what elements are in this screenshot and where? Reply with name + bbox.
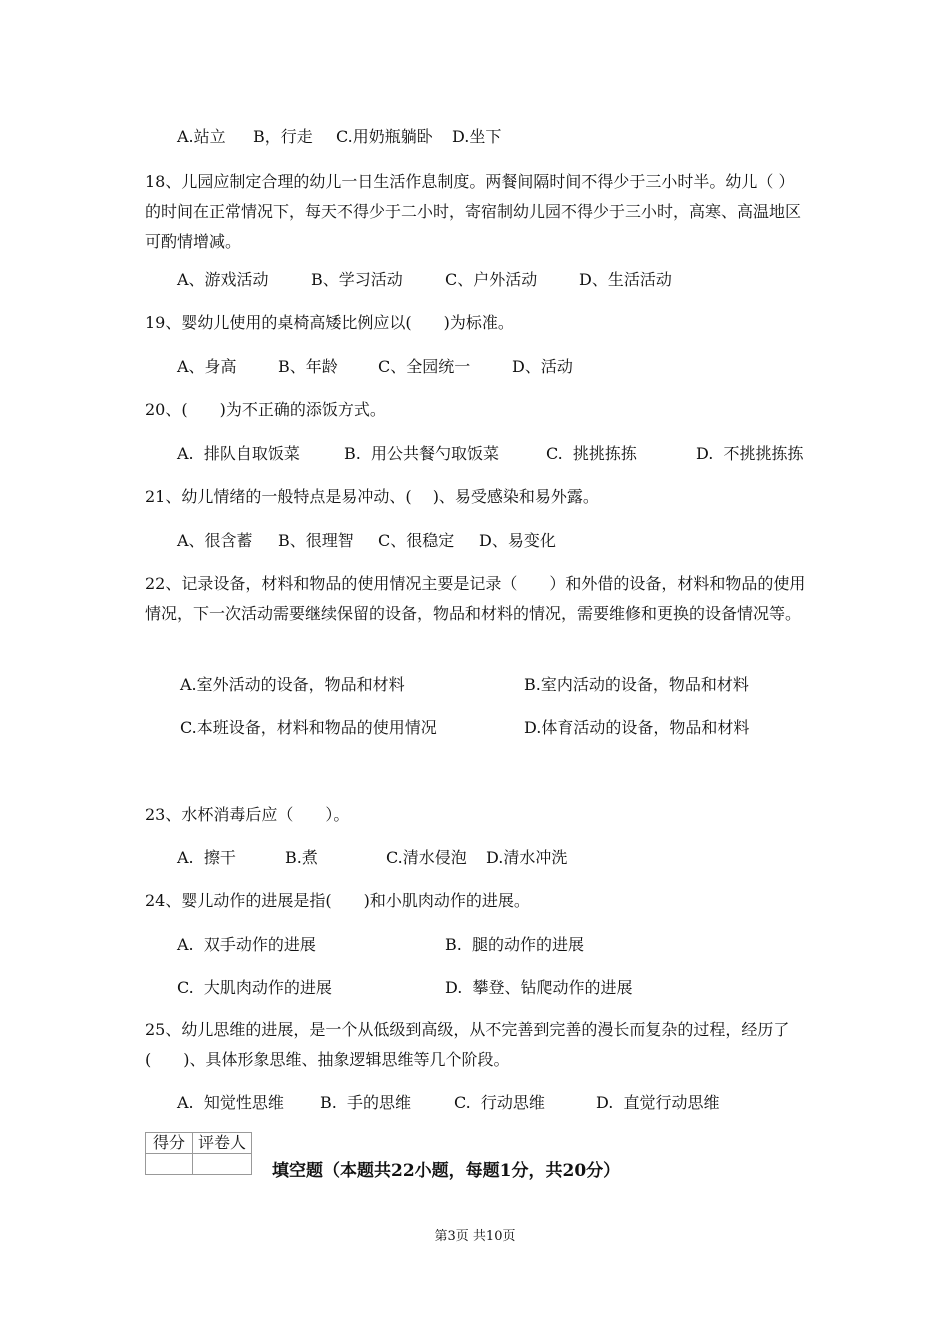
q25-option-a: A. 知觉性思维 [177, 1093, 284, 1112]
reviewer-cell [193, 1154, 252, 1175]
q24-stem: 24、婴儿动作的进展是指( )和小肌肉动作的进展。 [145, 891, 530, 910]
q19-option-d: D、活动 [512, 357, 573, 376]
q18-option-b: B、学习活动 [311, 270, 403, 289]
q25-stem: 25、幼儿思维的进展，是一个从低级到高级，从不完善到完善的漫长而复杂的过程，经历了( )、具体形象思维、抽象逻辑思维等几个阶段。 [145, 1020, 790, 1069]
q17-option-a: A.站立 [177, 127, 226, 146]
q22-option-a: A.室外活动的设备，物品和材料 [180, 675, 405, 694]
section-title: 填空题（本题共22小题，每题1分，共20分） [272, 1161, 621, 1181]
q23-option-b: B.煮 [285, 848, 318, 867]
q24-option-a: A. 双手动作的进展 [177, 935, 316, 954]
q21-option-a: A、很含蓄 [177, 531, 253, 550]
q22-option-d: D.体育活动的设备，物品和材料 [524, 718, 750, 737]
q21-option-b: B、很理智 [278, 531, 354, 550]
q19-option-a: A、身高 [177, 357, 237, 376]
q23-option-a: A. 擦干 [177, 848, 236, 867]
q21-option-c: C、很稳定 [378, 531, 455, 550]
q25-option-d: D. 直觉行动思维 [596, 1093, 720, 1112]
q21-option-d: D、易变化 [479, 531, 556, 550]
q24-option-b: B. 腿的动作的进展 [445, 935, 585, 954]
q21-stem: 21、幼儿情绪的一般特点是易冲动、( )、易受感染和易外露。 [145, 487, 599, 506]
score-cell [146, 1154, 193, 1175]
q25-option-c: C. 行动思维 [454, 1093, 545, 1112]
q22-stem: 22、记录设备，材料和物品的使用情况主要是记录（ ）和外借的设备，材料和物品的使用情况，下一次活动需要继续保留的设备，物品和材料的情况，需要维修和更换的设备情况等。 [145, 574, 806, 623]
q20-option-c: C. 挑挑拣拣 [546, 444, 637, 463]
score-table [145, 1132, 252, 1175]
q22-option-b: B.室内活动的设备，物品和材料 [524, 675, 749, 694]
q17-option-c: C.用奶瓶躺卧 [336, 127, 433, 146]
q23-option-c: C.清水侵泡 [386, 848, 467, 867]
q19-stem: 19、婴幼儿使用的桌椅高矮比例应以( )为标准。 [145, 313, 514, 332]
q18-option-a: A、游戏活动 [177, 270, 269, 289]
q25-option-b: B. 手的思维 [320, 1093, 412, 1112]
q20-option-a: A. 排队自取饭菜 [177, 444, 300, 463]
q20-option-d: D. 不挑挑拣拣 [696, 444, 804, 463]
q18-option-d: D、生活活动 [579, 270, 672, 289]
q24-option-d: D. 攀登、钻爬动作的进展 [445, 978, 633, 997]
q20-stem: 20、( )为不正确的添饭方式。 [145, 400, 386, 419]
q23-stem: 23、水杯消毒后应（ ）。 [145, 805, 350, 824]
q18-option-c: C、户外活动 [445, 270, 538, 289]
q17-option-d: D.坐下 [452, 127, 502, 146]
q22-option-c: C.本班设备，材料和物品的使用情况 [180, 718, 437, 737]
q23-option-d: D.清水冲洗 [486, 848, 568, 867]
q19-option-b: B、年龄 [278, 357, 338, 376]
q18-stem: 18、儿园应制定合理的幼儿一日生活作息制度。两餐间隔时间不得少于三小时半。幼儿（ ）的时间在正常情况下，每天不得少于二小时，寄宿制幼儿园不得少于三小时，高寒、高温地区可酌情增减。 [145, 172, 802, 251]
q19-option-c: C、全园统一 [378, 357, 471, 376]
reviewer-label: 评卷人 [193, 1133, 252, 1154]
q24-option-c: C. 大肌肉动作的进展 [177, 978, 332, 997]
page-footer: 第3页 共10页 [434, 1229, 516, 1244]
q17-option-b: B，行走 [253, 127, 313, 146]
score-label: 得分 [146, 1133, 193, 1154]
q20-option-b: B. 用公共餐勺取饭菜 [344, 444, 500, 463]
